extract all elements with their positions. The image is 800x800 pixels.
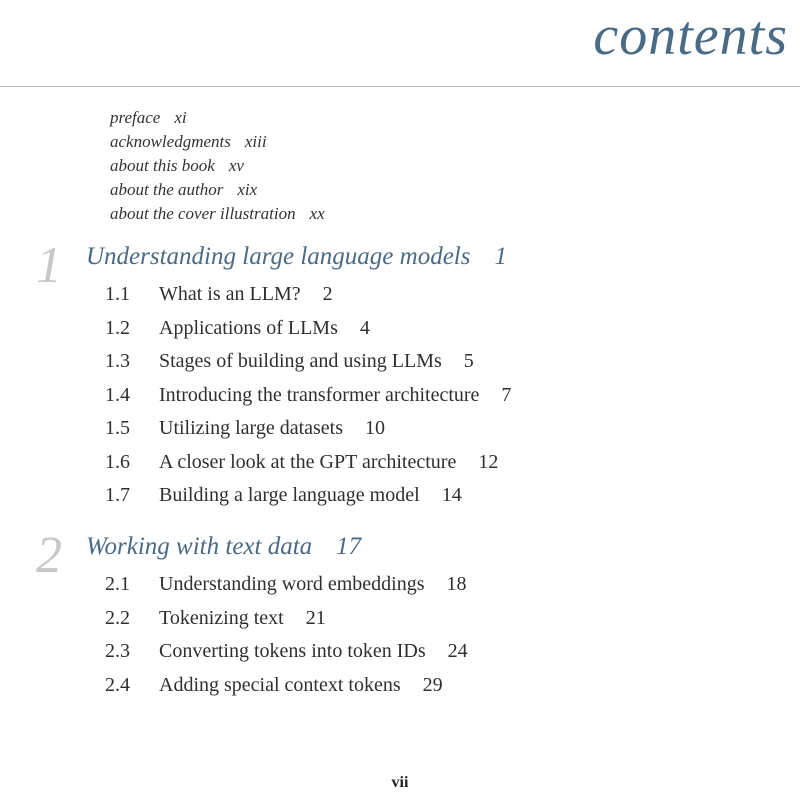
section-title: What is an LLM? [159,283,301,305]
section-title: Tokenizing text [159,606,284,629]
section-title: Utilizing large datasets [159,417,344,439]
section-page: 14 [441,484,462,506]
front-matter-label: about the cover illustration [110,204,296,223]
front-matter-item[interactable] [110,130,325,154]
section-page: 7 [501,383,512,406]
section-page: 10 [365,417,386,439]
toc-section[interactable] [105,602,468,636]
chapter-page: 1 [494,243,507,270]
section-page: 4 [359,316,370,339]
front-matter-item[interactable] [110,202,325,226]
chapter-number: 1 [36,237,62,294]
page-number: vii [391,774,409,791]
section-title: Applications of LLMs [159,316,338,339]
section-title: Understanding word embeddings [159,573,425,595]
section-page: 5 [463,350,474,372]
toc-section[interactable] [105,568,468,602]
toc-section[interactable] [105,446,511,480]
chapter-title: Working with text data [86,533,313,560]
chapter-title-link[interactable] [86,532,361,562]
section-page: 12 [478,450,499,473]
toc-section[interactable] [105,345,511,379]
toc-section[interactable] [105,479,511,513]
front-matter-page: xv [228,156,244,175]
section-number: 2.3 [105,640,130,662]
toc-section[interactable] [105,312,511,346]
section-number: 2.4 [105,673,130,696]
toc-section[interactable] [105,379,511,413]
section-list [105,568,468,702]
front-matter-page: xx [309,204,325,223]
section-list [105,278,511,513]
title-divider [0,86,800,87]
section-page: 18 [446,573,467,595]
front-matter-item[interactable] [110,106,325,130]
toc-section[interactable] [105,635,468,669]
section-number: 1.1 [105,283,130,305]
chapter-title: Understanding large language models [86,243,471,270]
front-matter-label: acknowledgments [110,132,231,151]
section-number: 1.3 [105,350,130,372]
chapter-number: 2 [36,527,62,584]
front-matter-list [110,106,325,226]
section-number: 1.4 [105,383,130,406]
section-number: 1.7 [105,484,130,506]
section-number: 1.6 [105,450,130,473]
front-matter-page: xi [174,108,187,127]
section-title: A closer look at the GPT architecture [159,450,457,473]
front-matter-item[interactable] [110,178,325,202]
section-page: 24 [447,640,468,662]
front-matter-label: about the author [110,180,224,199]
toc-section[interactable] [105,278,511,312]
front-matter-item[interactable] [110,154,325,178]
section-number: 2.2 [105,606,130,629]
section-title: Building a large language model [159,484,420,506]
section-title: Introducing the transformer architecture [159,383,480,406]
section-page: 2 [322,283,333,305]
section-page: 21 [305,606,326,629]
front-matter-page: xiii [244,132,267,151]
chapter-page: 17 [336,533,362,560]
toc-section[interactable] [105,669,468,703]
front-matter-page: xix [237,180,258,199]
section-number: 1.5 [105,417,130,439]
chapter-title-link[interactable] [86,242,507,272]
section-title: Adding special context tokens [159,673,401,696]
section-number: 1.2 [105,316,130,339]
front-matter-label: preface [110,108,161,127]
toc-section[interactable] [105,412,511,446]
section-page: 29 [422,673,443,696]
page-title: contents [593,5,788,67]
section-title: Converting tokens into token IDs [159,640,426,662]
section-title: Stages of building and using LLMs [159,350,442,372]
section-number: 2.1 [105,573,130,595]
front-matter-label: about this book [110,156,215,175]
